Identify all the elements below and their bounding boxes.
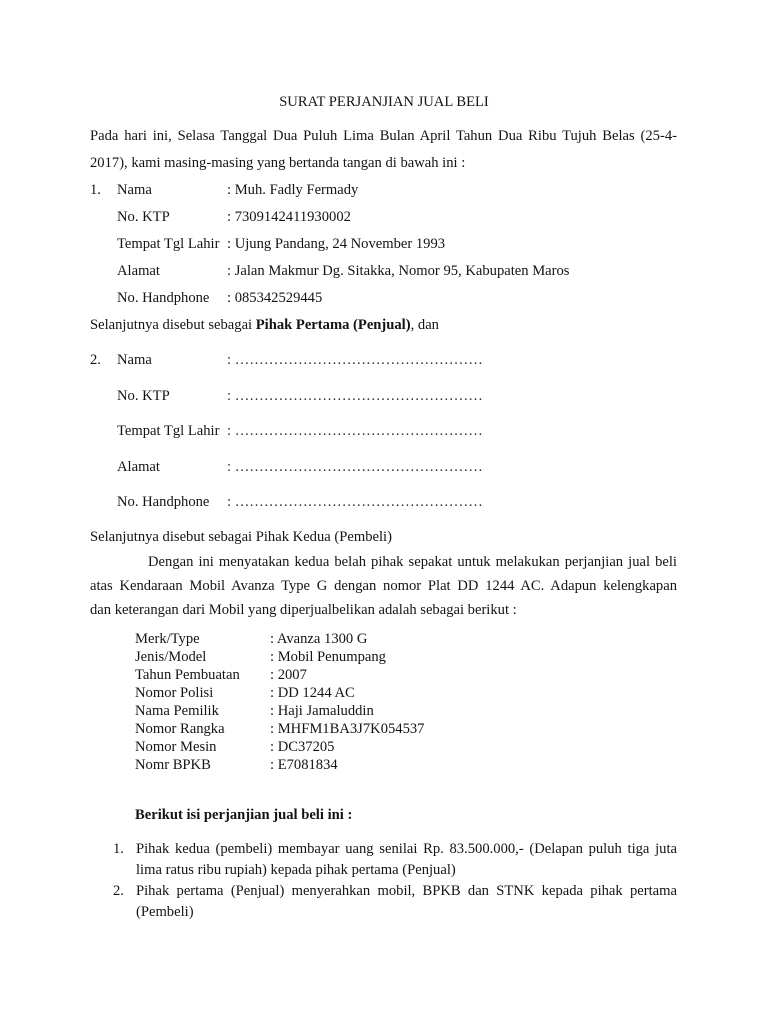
party-1-address-value: : Jalan Makmur Dg. Sitakka, Nomor 95, Kabupaten Maros [227, 263, 570, 279]
party-1-name-label: Nama [117, 182, 152, 198]
party-2-phone-value: : …………………………………………… [227, 494, 483, 510]
spec-value: : Mobil Penumpang [270, 649, 386, 665]
spec-value: : MHFM1BA3J7K054537 [270, 721, 425, 737]
party-1-phone-value: : 085342529445 [227, 290, 323, 306]
agreement-line-2: atas Kendaraan Mobil Avanza Type G dengan nomor Plat DD 1244 AC. Adapun kelengkapan [90, 578, 677, 594]
agreement-line-3: dan keterangan dari Mobil yang diperjualbelikan adalah sebagai berikut : [90, 602, 517, 618]
party-1-phone-label: No. Handphone [117, 290, 210, 306]
spec-label: Nama Pemilik [135, 703, 219, 719]
party-1-role-bold: Pihak Pertama (Penjual) [255, 317, 411, 333]
clause-line-1: Pihak pertama (Penjual) menyerahkan mobil, BPKB dan STNK kepada pihak pertama [136, 883, 677, 899]
party-1-birth-value: : Ujung Pandang, 24 November 1993 [227, 236, 446, 252]
spec-label: Jenis/Model [135, 649, 207, 665]
party-2-number: 2. [90, 352, 101, 368]
party-1-birth-label: Tempat Tgl Lahir [117, 236, 220, 252]
spec-label: Nomr BPKB [135, 757, 211, 773]
clause-number: 1. [113, 841, 124, 857]
party-2-phone-label: No. Handphone [117, 494, 210, 510]
spec-value: : Haji Jamaluddin [270, 703, 374, 719]
party-1-role-suffix: , dan [410, 317, 439, 333]
spec-value: : E7081834 [270, 757, 338, 773]
agreement-line-1: Dengan ini menyatakan kedua belah pihak sepakat untuk melakukan perjanjian jual beli [148, 554, 677, 570]
spec-value: : Avanza 1300 G [270, 631, 368, 647]
clause-line-2: lima ratus ribu rupiah) kepada pihak pertama (Penjual) [136, 862, 456, 878]
party-2-birth-label: Tempat Tgl Lahir [117, 423, 220, 439]
spec-label: Nomor Mesin [135, 739, 217, 755]
party-1-address-label: Alamat [117, 263, 160, 279]
clause-line-1: Pihak kedua (pembeli) membayar uang senilai Rp. 83.500.000,- (Delapan puluh tiga juta [136, 841, 677, 857]
spec-label: Tahun Pembuatan [135, 667, 240, 683]
clause-line-2: (Pembeli) [136, 904, 194, 920]
party-1-ktp-value: : 7309142411930002 [227, 209, 351, 225]
spec-label: Nomor Rangka [135, 721, 225, 737]
party-2-name-value: : …………………………………………… [227, 352, 483, 368]
intro-line-2: 2017), kami masing-masing yang bertanda tangan di bawah ini : [90, 155, 466, 171]
clauses-heading: Berikut isi perjanjian jual beli ini : [135, 807, 353, 823]
party-2-birth-value: : …………………………………………… [227, 423, 483, 439]
party-2-role: Selanjutnya disebut sebagai Pihak Kedua (Pembeli) [90, 529, 392, 545]
party-1-role-prefix: Selanjutnya disebut sebagai [90, 317, 256, 333]
party-2-ktp-value: : …………………………………………… [227, 388, 483, 404]
spec-label: Merk/Type [135, 631, 200, 647]
intro-line-1: Pada hari ini, Selasa Tanggal Dua Puluh Lima Bulan April Tahun Dua Ribu Tujuh Belas (25-4- [90, 128, 677, 144]
party-2-address-value: : …………………………………………… [227, 459, 483, 475]
spec-value: : DD 1244 AC [270, 685, 355, 701]
party-1-name-value: : Muh. Fadly Fermady [227, 182, 359, 198]
spec-value: : DC37205 [270, 739, 335, 755]
party-2-name-label: Nama [117, 352, 152, 368]
party-1-role [90, 316, 439, 334]
clause-number: 2. [113, 883, 124, 899]
party-1-ktp-label: No. KTP [117, 209, 170, 225]
party-2-ktp-label: No. KTP [117, 388, 170, 404]
document-title: SURAT PERJANJIAN JUAL BELI [279, 94, 489, 110]
spec-label: Nomor Polisi [135, 685, 214, 701]
party-1-number: 1. [90, 182, 101, 198]
spec-value: : 2007 [270, 667, 307, 683]
party-2-address-label: Alamat [117, 459, 160, 475]
